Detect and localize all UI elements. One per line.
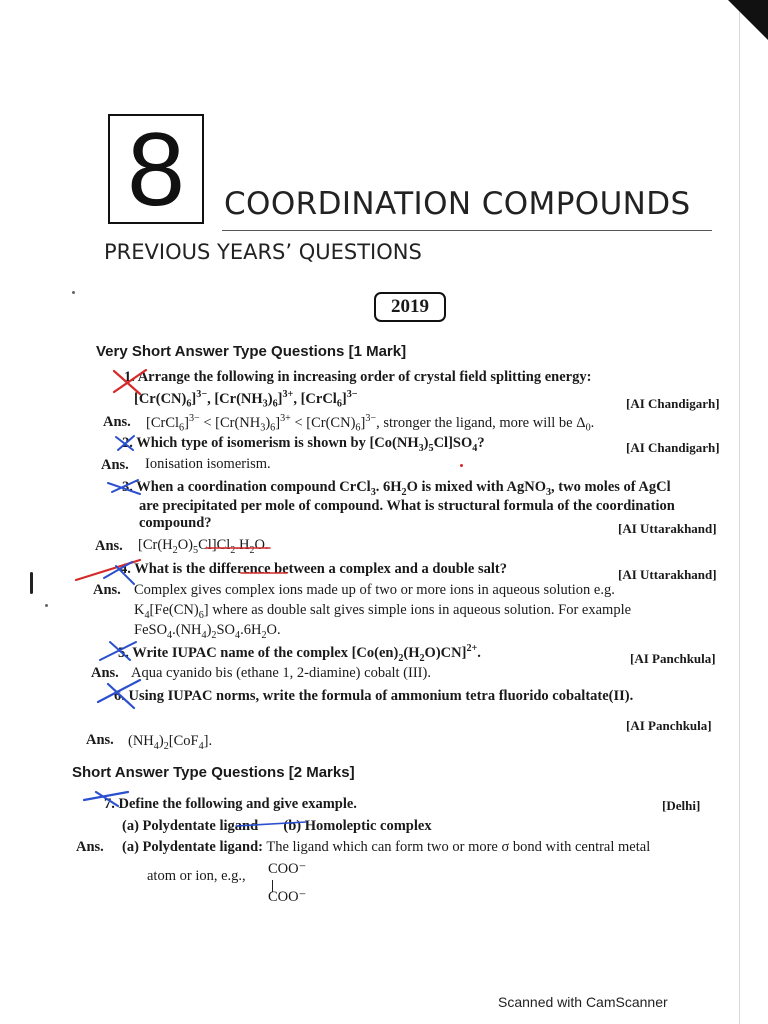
q1-number: 1.: [124, 369, 135, 385]
q2-number: 2.: [122, 435, 133, 451]
q3-line3: compound?: [139, 515, 212, 531]
q1-ans-label: Ans.: [103, 414, 131, 430]
q3-blue-cross: [108, 480, 140, 494]
section-heading-short: Short Answer Type Questions [2 Marks]: [72, 764, 355, 781]
q7-source: [Delhi]: [662, 798, 701, 813]
q7-part-a: (a) Polydentate ligand: [122, 818, 259, 834]
q2-text: Which type of isomerism is shown by $[Co(NH_3)_5Cl]SO_4$?: [136, 435, 485, 454]
q7-answer-line1: (a) Polydentate ligand: The ligand which can form two or more σ bond with central metal: [122, 839, 651, 855]
q4-answer-line2: $K_4[Fe(CN)_6]$ where as double salt gives simple ions in aqueous solution. For example: [134, 602, 632, 621]
q1-text: Arrange the following in increasing order of crystal field splitting energy:: [137, 369, 592, 385]
section-heading-very-short: Very Short Answer Type Questions [1 Mark]: [96, 343, 407, 360]
q6-ans-label: Ans.: [86, 732, 114, 748]
chapter-subtitle: PREVIOUS YEARS’ QUESTIONS: [104, 240, 422, 264]
q5-answer: Aqua cyanido bis (ethane 1, 2-diamine) cobalt (III).: [131, 665, 431, 681]
q3-number: 3.: [122, 479, 133, 495]
q1-source: [AI Chandigarh]: [626, 396, 720, 411]
q7-text: Define the following and give example.: [118, 796, 357, 812]
q5-text: Write IUPAC name of the complex $[Co(en)_2(H_2O)CN]^{2+}$.: [132, 643, 481, 664]
oxalate-bottom: COO⁻: [268, 889, 307, 905]
q5-ans-label: Ans.: [91, 665, 119, 681]
q7-part-b: (b) Homoleptic complex: [283, 818, 432, 834]
red-dot: [460, 464, 463, 467]
q5-source: [AI Panchkula]: [630, 651, 716, 666]
q2-ans-label: Ans.: [101, 457, 129, 473]
q1-red-cross: [114, 370, 146, 394]
q2-source: [AI Chandigarh]: [626, 440, 720, 455]
q4-text: What is the difference between a complex and a double salt?: [134, 561, 507, 577]
chapter-number: 8: [127, 112, 185, 228]
q6-text: Using IUPAC norms, write the formula of ammonium tetra fluorido cobaltate(II).: [128, 688, 634, 704]
q3-ans-label: Ans.: [95, 538, 123, 554]
q4-blue-cross: [104, 562, 134, 584]
oxalate-top: COO⁻: [268, 861, 307, 877]
q4-answer-line1: Complex gives complex ions made up of two or more ions in aqueous solution e.g.: [134, 582, 615, 598]
q4-ans-label: Ans.: [93, 582, 121, 598]
q1-answer: [CrCl$_6$]$^{3-}$ < $[Cr(NH_3)_6]^{3+} < [Cr(CN)_6]^{3-}$, stronger the ligand, more will be $\Delta_0$.: [146, 413, 595, 434]
q4-source: [AI Uttarakhand]: [618, 567, 717, 582]
scanner-watermark: Scanned with CamScanner: [498, 994, 668, 1010]
q7-blue-underline: [236, 822, 306, 826]
q3-line1: 3. When a coordination compound CrCl$_3$. $6H_2O$ is mixed with AgNO$_3$, two moles of AgCl: [122, 479, 671, 498]
binding-mark: [30, 572, 33, 594]
q6-source: [AI Panchkula]: [626, 718, 712, 733]
q3-line2: are precipitated per mole of compound. What is structural formula of the coordination: [139, 498, 675, 514]
q3-answer: $[Cr(H_2O)_5Cl]Cl_2.H_2O$.: [138, 537, 269, 556]
q7-answer-line2: atom or ion, e.g.,: [147, 868, 246, 884]
scan-speck: [45, 604, 48, 607]
q6-blue-cross: [98, 680, 140, 708]
q7-ans-label: Ans.: [76, 839, 104, 855]
q4-number: 4.: [120, 561, 131, 577]
q6-number: 6.: [114, 688, 125, 704]
q4-answer-line3: $FeSO_4.(NH_4)_2SO_4.6H_2O$.: [134, 622, 281, 641]
q6-answer: $(NH_4)_2[CoF_4]$.: [128, 733, 213, 752]
q3-source: [AI Uttarakhand]: [618, 521, 717, 536]
chapter-title: COORDINATION COMPOUNDS: [224, 186, 691, 222]
q2-blue-cross: [116, 436, 134, 450]
year-badge: 2019: [374, 292, 446, 322]
q1-formulas: $[Cr(CN)_6]^{3-}$, $[Cr(NH_3)_6]^{3+}$, [CrCl$_6$]$^{3-}$: [134, 389, 358, 410]
q2-answer: Ionisation isomerism.: [145, 456, 271, 472]
q7-number: 7.: [104, 796, 115, 812]
q5-blue-cross: [100, 642, 136, 660]
q7-blue-cross: [84, 792, 128, 806]
q5-number: 5.: [118, 644, 129, 661]
scan-speck: [72, 291, 75, 294]
